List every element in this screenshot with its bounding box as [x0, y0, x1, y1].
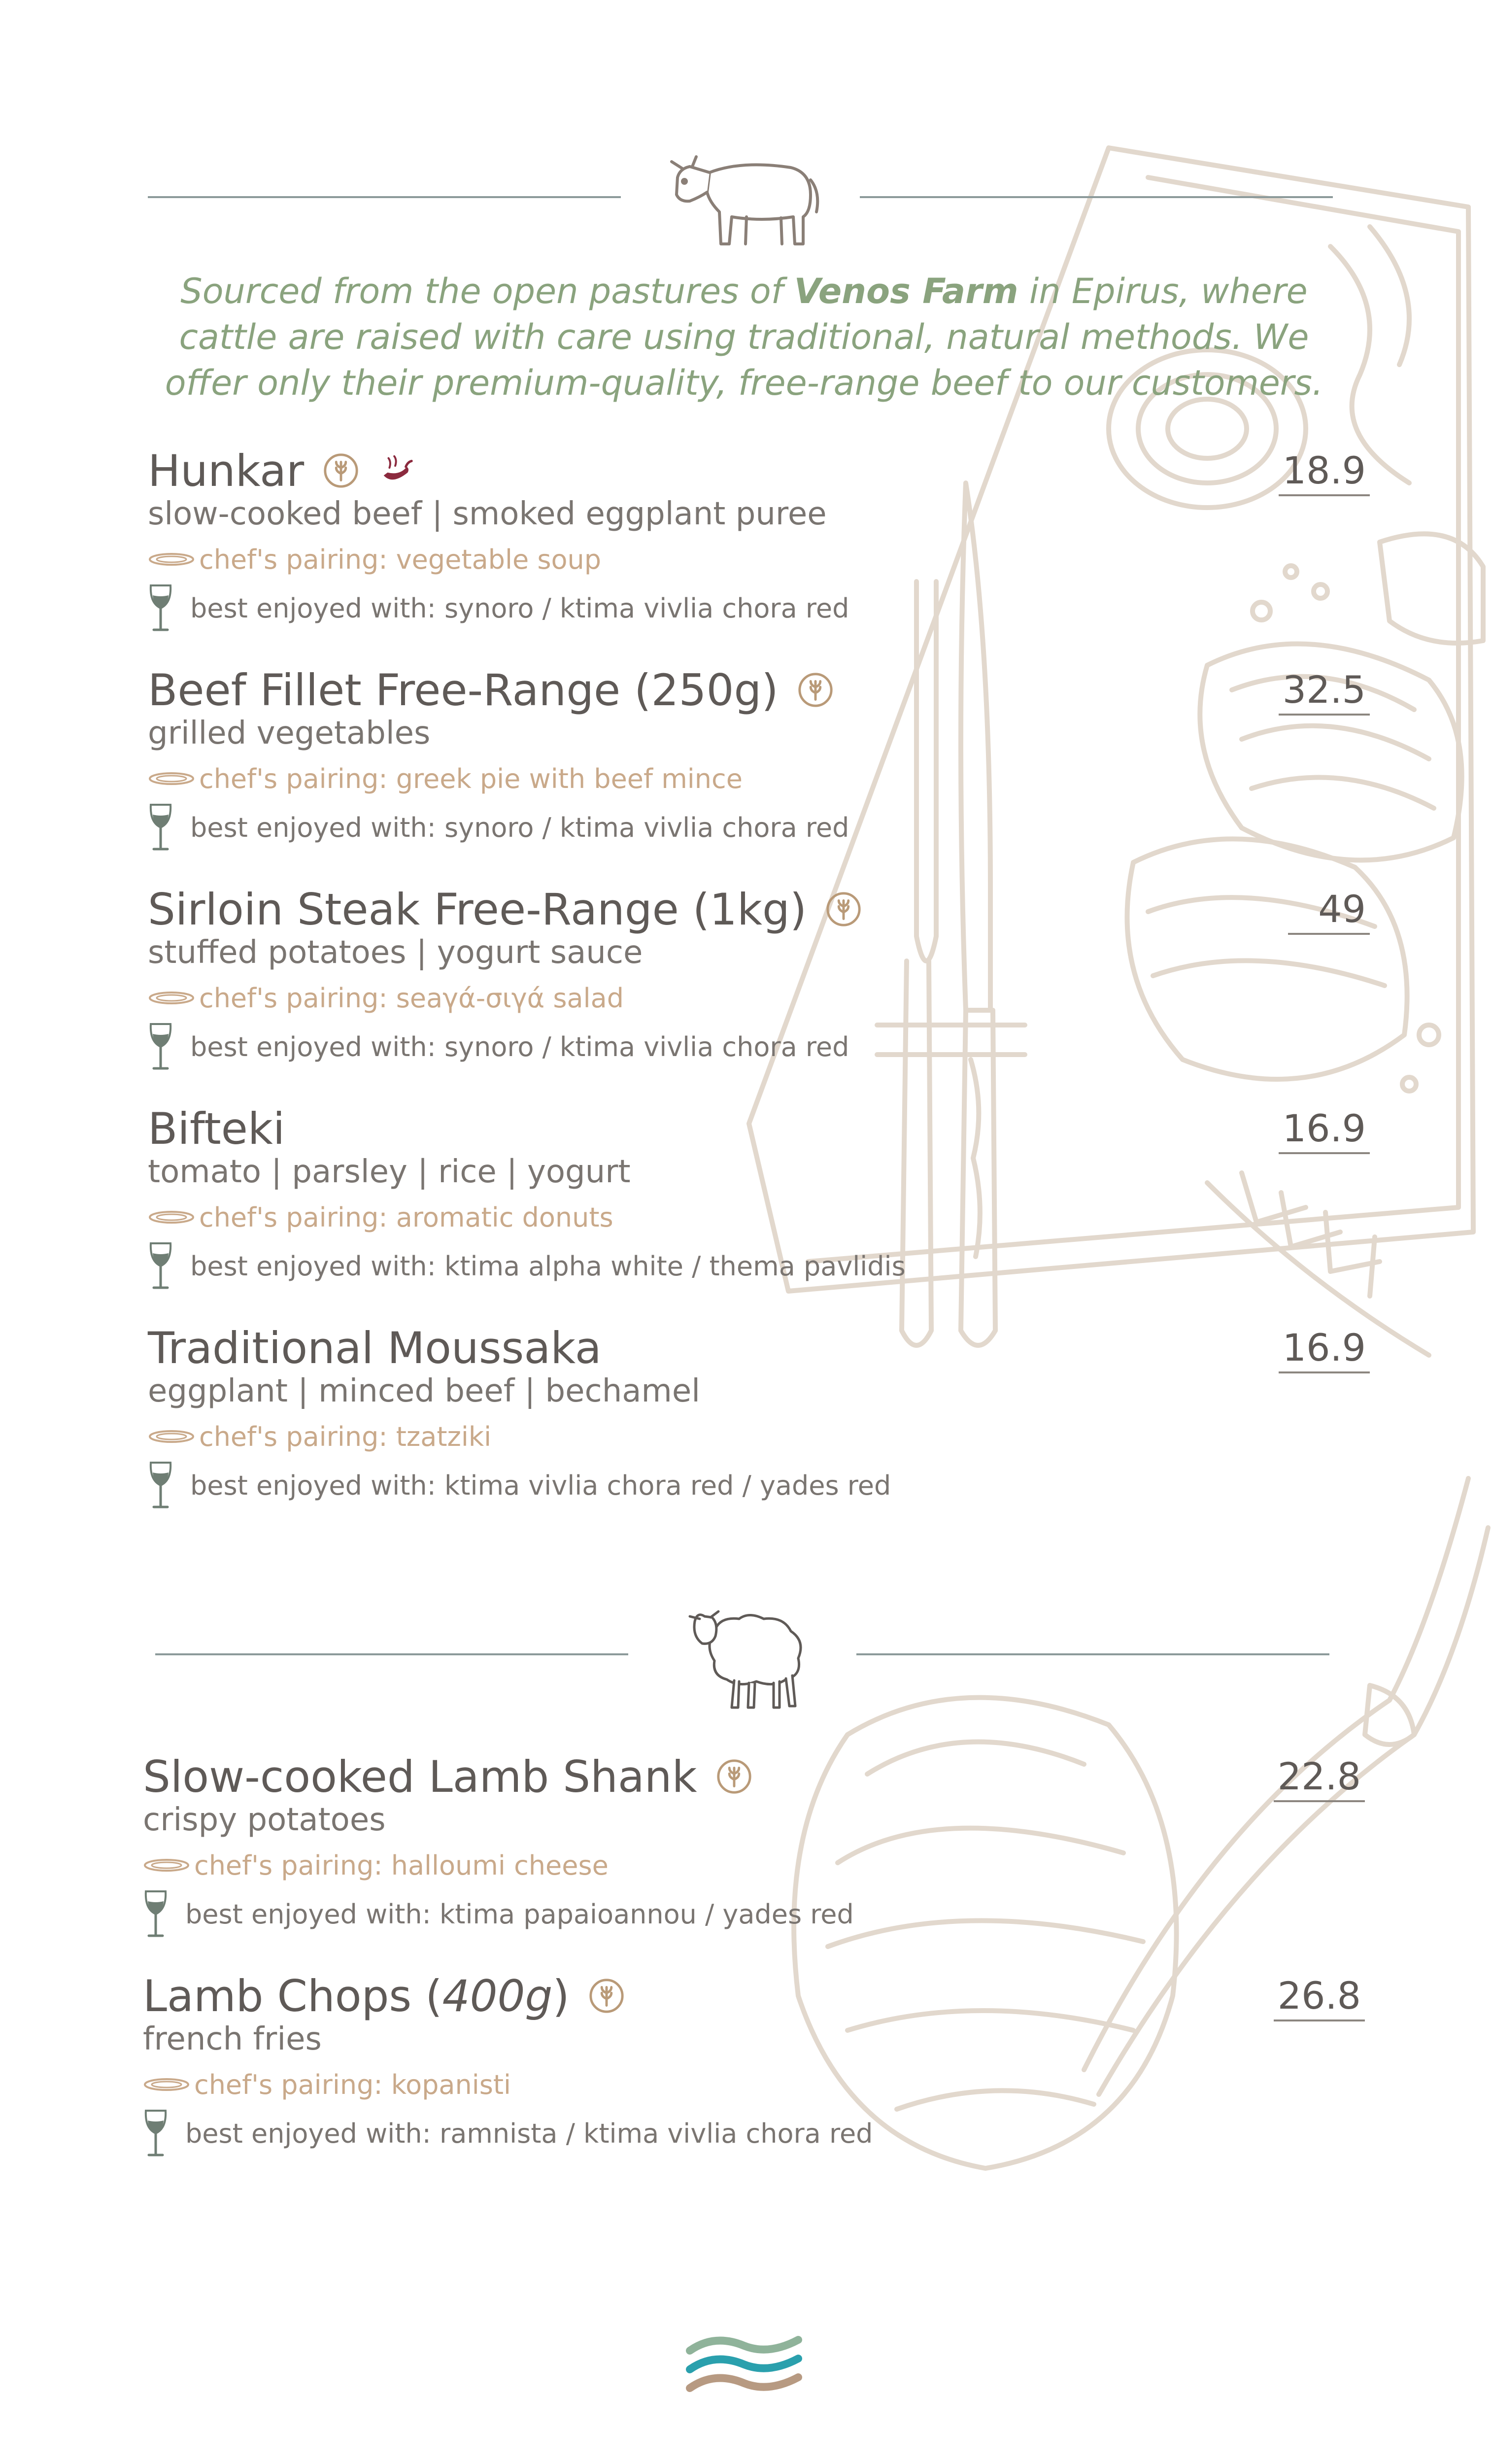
plate-icon: [148, 991, 195, 1005]
wine-pairing: best enjoyed with: ktima papaioannou / yades red: [185, 1898, 854, 1930]
item-description: tomato | parsley | rice | yogurt: [148, 1154, 631, 1190]
plate-icon: [143, 1858, 190, 1873]
item-name: Slow-cooked Lamb Shank: [143, 1751, 697, 1802]
item-price: 18.9: [1279, 448, 1370, 496]
item-price: 16.9: [1279, 1106, 1370, 1154]
cow-icon: [663, 143, 825, 251]
item-name: Traditional Moussaka: [148, 1322, 602, 1373]
menu-item-hunkar: [148, 444, 1370, 650]
chef-pairing: chef's pairing: halloumi cheese: [194, 1849, 609, 1881]
wheat-icon: [796, 671, 835, 709]
item-name: Hunkar: [148, 445, 305, 496]
chef-pairing: chef's pairing: vegetable soup: [199, 544, 602, 575]
wine-pairing: best enjoyed with: synoro / ktima vivlia chora red: [190, 592, 849, 624]
item-description: eggplant | minced beef | bechamel: [148, 1373, 700, 1409]
item-price: 16.9: [1279, 1326, 1370, 1373]
sheep-icon: [675, 1597, 808, 1715]
intro-post: in Epirus, where cattle are raised with care using traditional, natural methods. We offer only their premium-quality, free-range beef to our customers.: [165, 271, 1323, 403]
item-name-weight: 400g: [442, 1970, 553, 2021]
wine-pairing: best enjoyed with: synoro / ktima vivlia chora red: [190, 812, 849, 843]
wave-logo: [685, 2331, 803, 2410]
wine-glass-icon: [143, 2109, 169, 2158]
chef-pairing: chef's pairing: kopanisti: [194, 2069, 511, 2100]
chef-pairing: chef's pairing: seaγά-σιγά salad: [199, 982, 624, 1014]
intro-pre: Sourced from the open pastures of: [180, 271, 794, 311]
item-name: Bifteki: [148, 1103, 285, 1154]
wheat-icon: [322, 451, 360, 490]
wine-glass-icon: [148, 803, 173, 852]
wine-glass-icon: [143, 1889, 169, 1939]
item-price: 22.8: [1274, 1754, 1365, 1802]
item-name: Beef Fillet Free-Range (250g): [148, 664, 779, 716]
wheat-icon: [715, 1757, 753, 1796]
menu-item-lamb-shank: [143, 1749, 1365, 1956]
item-description: slow-cooked beef | smoked eggplant puree: [148, 496, 827, 532]
wine-pairing: best enjoyed with: synoro / ktima vivlia chora red: [190, 1031, 849, 1062]
chef-pairing: chef's pairing: greek pie with beef mince: [199, 763, 743, 794]
item-description: french fries: [143, 2021, 322, 2057]
item-description: stuffed potatoes | yogurt sauce: [148, 934, 643, 971]
plate-icon: [148, 552, 195, 567]
wine-glass-icon: [148, 1241, 173, 1291]
wheat-icon: [824, 890, 863, 928]
divider-left-lamb: [155, 1653, 628, 1655]
menu-item-bifteki: [148, 1101, 1370, 1308]
wine-pairing: best enjoyed with: ramnista / ktima vivlia chora red: [185, 2118, 873, 2149]
menu-item-sirloin-steak: [148, 882, 1370, 1089]
chef-pairing: chef's pairing: tzatziki: [199, 1421, 492, 1452]
item-description: grilled vegetables: [148, 715, 431, 752]
divider-right-beef: [860, 196, 1333, 198]
plate-icon: [143, 2077, 190, 2092]
menu-item-lamb-chops: [143, 1969, 1365, 2176]
item-description: crispy potatoes: [143, 1802, 386, 1838]
divider-right-lamb: [856, 1653, 1329, 1655]
item-name: [143, 1971, 570, 2021]
wine-glass-icon: [148, 583, 173, 633]
wine-pairing: best enjoyed with: ktima vivlia chora red / yades red: [190, 1470, 891, 1501]
item-price: 32.5: [1279, 668, 1370, 716]
chef-pairing: chef's pairing: aromatic donuts: [199, 1201, 613, 1233]
item-name-end: ): [552, 1970, 570, 2021]
plate-icon: [148, 1210, 195, 1225]
menu-item-beef-fillet: [148, 663, 1370, 870]
item-name-main: Lamb Chops (: [143, 1970, 442, 2021]
farm-name: Venos Farm: [794, 271, 1018, 311]
item-name: Sirloin Steak Free-Range (1kg): [148, 884, 807, 935]
item-price: 26.8: [1274, 1974, 1365, 2021]
plate-icon: [148, 771, 195, 786]
wine-pairing: best enjoyed with: ktima alpha white / thema pavlidis: [190, 1250, 906, 1282]
chili-icon: [378, 451, 416, 490]
intro-text: [148, 269, 1340, 406]
plate-icon: [148, 1429, 195, 1444]
wheat-icon: [587, 1977, 626, 2015]
menu-item-moussaka: [148, 1321, 1370, 1528]
wine-glass-icon: [148, 1461, 173, 1510]
item-price: 49: [1288, 887, 1370, 935]
divider-left-beef: [148, 196, 621, 198]
wine-glass-icon: [148, 1022, 173, 1071]
